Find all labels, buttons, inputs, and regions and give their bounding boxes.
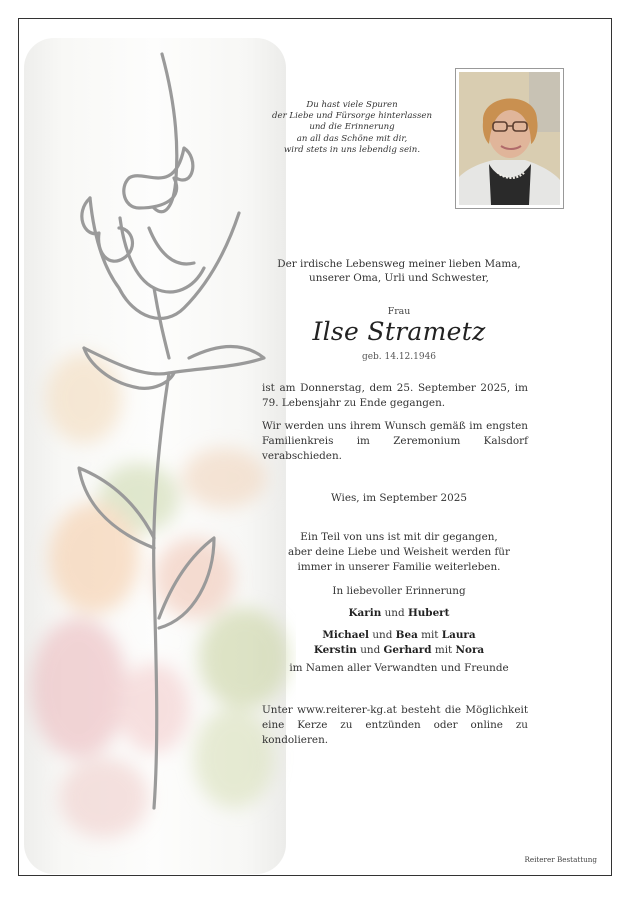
mourner-name: Karin — [348, 607, 382, 619]
verse — [262, 530, 536, 575]
mourners-group — [262, 628, 536, 658]
mourner-name: Michael — [322, 629, 369, 641]
mourner-name: Gerhard — [383, 644, 432, 656]
verse-line: aber deine Liebe und Weisheit werden für — [288, 546, 510, 558]
intro-line: unserer Oma, Urli und Schwester, — [309, 272, 489, 284]
salutation: Frau — [387, 306, 411, 317]
poem-line: und die Erinnerung — [309, 122, 395, 133]
mourners-row — [262, 628, 536, 643]
birth-date: geb. 14.12.1946 — [361, 352, 437, 362]
mourner-name: Kerstin — [313, 644, 357, 656]
mourner-name: Laura — [441, 629, 476, 641]
poem-line: an all das Schöne mit dir, — [296, 133, 408, 144]
mourners-row — [262, 643, 536, 658]
intro-text — [262, 257, 536, 285]
portrait-image — [459, 72, 560, 205]
mourner-name: Bea — [395, 629, 418, 641]
death-announcement: ist am Donnerstag, dem 25. September 2025, im 79. Lebensjahr zu Ende gegangen. — [262, 382, 528, 409]
poem-line: der Liebe und Fürsorge hinterlassen — [272, 111, 432, 122]
conjunction: und — [372, 629, 393, 641]
portrait-photo — [455, 68, 564, 209]
conjunction: und — [360, 644, 381, 656]
mourner-name: Nora — [455, 644, 485, 656]
poem-line: wird stets in uns lebendig sein. — [283, 144, 421, 155]
intro-line: Der irdische Lebensweg meiner lieben Mama, — [277, 258, 521, 270]
deceased-name: Ilse Strametz — [312, 317, 486, 346]
verse-line: immer in unserer Familie weiterleben. — [297, 561, 501, 573]
relatives-line: im Namen aller Verwandten und Freunde — [289, 662, 509, 674]
place-date: Wies, im September 2025 — [331, 492, 467, 504]
verse-line: Ein Teil von uns ist mit dir gegangen, — [300, 531, 498, 543]
poem — [262, 100, 442, 156]
conjunction: mit — [434, 644, 453, 656]
mourners-row — [262, 606, 536, 621]
in-memory-heading: In liebevoller Erinnerung — [332, 585, 466, 597]
condolence-info: Unter www.reiterer-kg.at besteht die Möglichkeit eine Kerze zu entzünden oder online zu kondolieren. — [262, 704, 528, 746]
farewell-announcement: Wir werden uns ihrem Wunsch gemäß im engsten Familienkreis im Zeremonium Kalsdorf verabschieden. — [262, 420, 528, 462]
candle-rose-illustration — [24, 38, 296, 874]
poem-line: Du hast viele Spuren — [306, 100, 398, 110]
conjunction: und — [384, 607, 405, 619]
mourner-name: Hubert — [407, 607, 450, 619]
conjunction: mit — [421, 629, 439, 641]
funeral-home-footer: Reiterer Bestattung — [524, 855, 597, 864]
